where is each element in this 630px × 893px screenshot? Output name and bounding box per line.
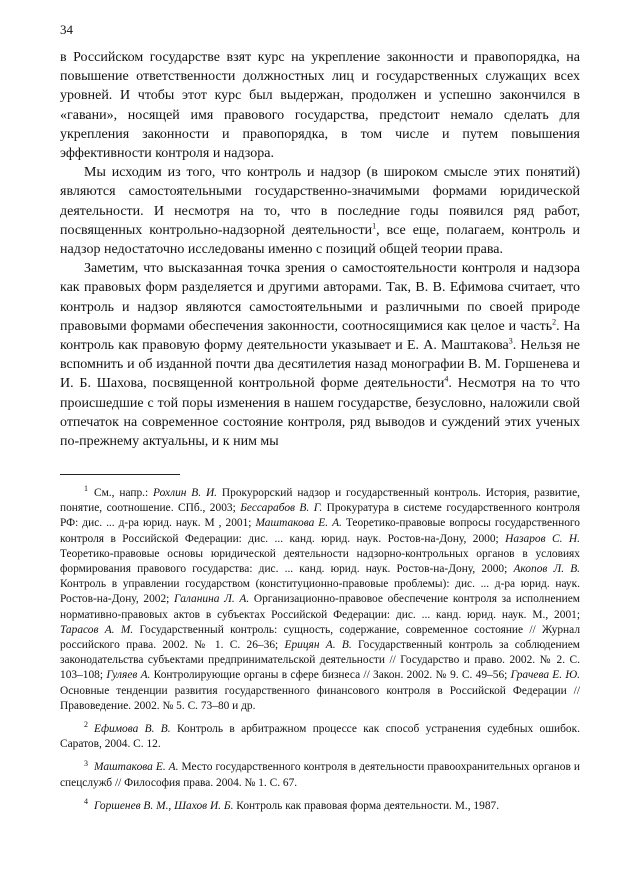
footnote-ref: 2: [552, 317, 557, 327]
text-run: Контроль как правовая форма деятельности. М., 1987.: [233, 799, 500, 812]
footnote: [60, 722, 580, 752]
text-run: Теоретико-правовые вопросы государственного контроля в Российской Федерации: дис. ... канд. юрид. наук. Ростов-на-Дону, 2000;: [60, 517, 580, 545]
footnote-divider: [60, 474, 180, 475]
cited-author: Бессарабов В. Г.: [240, 502, 323, 515]
text-run: Прокурорский надзор и государственный контроль. История, развитие, понятие, соотношение. СПб., 2003;: [60, 487, 580, 515]
text-run: Заметим, что высказанная точка зрения о самостоятельности контроля и надзора как правовых форм разделяется и другими авторами. Так, В. В. Ефимова считает, что контроль и надзор являются самостоятельными и различными по своей природе правовыми формами обеспечения законности, соотносящимися как целое и часть: [60, 261, 580, 334]
text-run: в Российском государстве взят курс на укрепление законности и правопорядка, на повышение ответственности должностных лиц и государственных служащих всех уровней. И чтобы этот курс был выдержан, продолжен и успешно закончился в «гавани», носящей имя правового государства, предстоит немало сделать для укрепления законности и правопорядка, в том числе и путем повышения эффективности контроля и надзора.: [60, 50, 580, 162]
text-run: . Нельзя не вспомнить и об изданной почти два десятилетия назад монографии В. М. Горшенева и И. Б. Шахова, посвященной контрольной форме деятельности: [60, 338, 580, 392]
footnote: [60, 486, 580, 714]
cited-author: Рохлин В. И.: [153, 487, 218, 499]
footnote-ref: 4: [444, 374, 449, 384]
text-run: Место государственного контроля в деятельности правоохранительных органов и спецслужб // Философия права. 2004. № 1. С. 67.: [60, 761, 581, 789]
page-number: 34: [60, 22, 73, 37]
footnote-text: [60, 487, 580, 712]
footnotes: [60, 486, 580, 822]
text-run: . На контроль как правовую форму деятельности указывает и Е. А. Маштакова: [60, 318, 580, 354]
text-run: Государственный контроль: сущность, содержание, современное состояние // Журнал российского права. 2002. № 1. С. 26–36;: [60, 623, 580, 652]
text-run: Контроль в арбитражном процессе как способ устранения судебных ошибок. Саратов, 2004. С. 12.: [60, 723, 580, 751]
text-run: Основные тенденции развития государственного финансового контроля в Российской Федерации // Правоведение. 2002. № 5. С. 73–80 и др.: [60, 684, 580, 712]
cited-author: Грачева Е. Ю.: [510, 669, 580, 682]
cited-author: Маштакова Е. А.: [255, 517, 342, 530]
cited-author: Ерицян А. В.: [284, 639, 352, 652]
footnote-text: [60, 758, 581, 789]
cited-author: Горшенев В. М., Шахов И. Б.: [94, 799, 234, 812]
main-text: [60, 48, 580, 451]
text-run: Контролирующие органы в сфере бизнеса // Закон. 2002. № 9. С. 49–56;: [150, 669, 511, 682]
cited-author: Галанина Л. А.: [174, 593, 250, 606]
text-run: Государственный контроль за соблюдением законодательства субъектами предпринимательской деятельности // Государство и право. 2002. № 2. С. 103–108;: [60, 639, 580, 682]
footnote-mark: 4: [84, 797, 88, 807]
footnote: [60, 799, 580, 814]
paragraph: [60, 48, 580, 163]
footnote-mark: 2: [84, 720, 88, 730]
footnote-text: [60, 723, 580, 750]
footnote-mark: 3: [84, 758, 88, 768]
cited-author: Ефимова В. В.: [94, 723, 171, 736]
text-run: Теоретико-правовые основы юридической деятельности надзорно-контрольных органов в условиях формирования правового государства: дис. ... канд. юрид. наук. Ростов-на-Дону, 2000;: [60, 547, 580, 576]
text-run: , все еще, полагаем, контроль и надзор недостаточно исследованы именно с позиций общей теории права.: [60, 222, 580, 258]
footnote-ref: 1: [372, 221, 377, 231]
footnote-mark: 1: [84, 484, 88, 494]
text-run: Мы исходим из того, что контроль и надзор (в широком смысле этих понятий) являются самостоятельными государственно-значимыми формами юридической деятельности. И несмотря на то, что в последние годы появился ряд работ, посвященных контрольно-надзорной деятельности: [60, 165, 580, 238]
footnote-text: [94, 800, 499, 812]
cited-author: Гуляев А.: [106, 669, 151, 682]
cited-author: Маштакова Е. А.: [94, 761, 179, 774]
paragraph: [60, 163, 580, 259]
footnote-ref: 3: [508, 336, 513, 346]
text-run: Организационно-правовое обеспечение контроля за исполнением нормативно-правовых актов в субъектах Российской Федерации: дис. ... канд. юрид. наук. М., 2001;: [60, 593, 580, 621]
paragraph: [60, 259, 580, 451]
text-run: Прокуратура в системе государственного контроля РФ: дис. ... д-ра юрид. наук. М , 2001;: [60, 502, 580, 530]
cited-author: Тарасов А. М.: [60, 623, 134, 636]
cited-author: Назаров С. Н.: [505, 532, 580, 545]
cited-author: Акопов Л. В.: [513, 563, 581, 576]
text-run: См., напр.:: [94, 487, 154, 499]
text-run: Контроль в управлении государством (конституционно-правовые проблемы): дис. ... д-ра юрид. наук. Ростов-на-Дону, 2002;: [60, 578, 580, 606]
footnote: [60, 760, 580, 790]
text-run: . Несмотря на то что происшедшие с той поры изменения в нашем государстве, безусловно, наложили свой отпечаток на современное состояние контроля, ряд выводов и суждений этих ученых по-прежнему актуальны, и к ним мы: [60, 376, 581, 450]
